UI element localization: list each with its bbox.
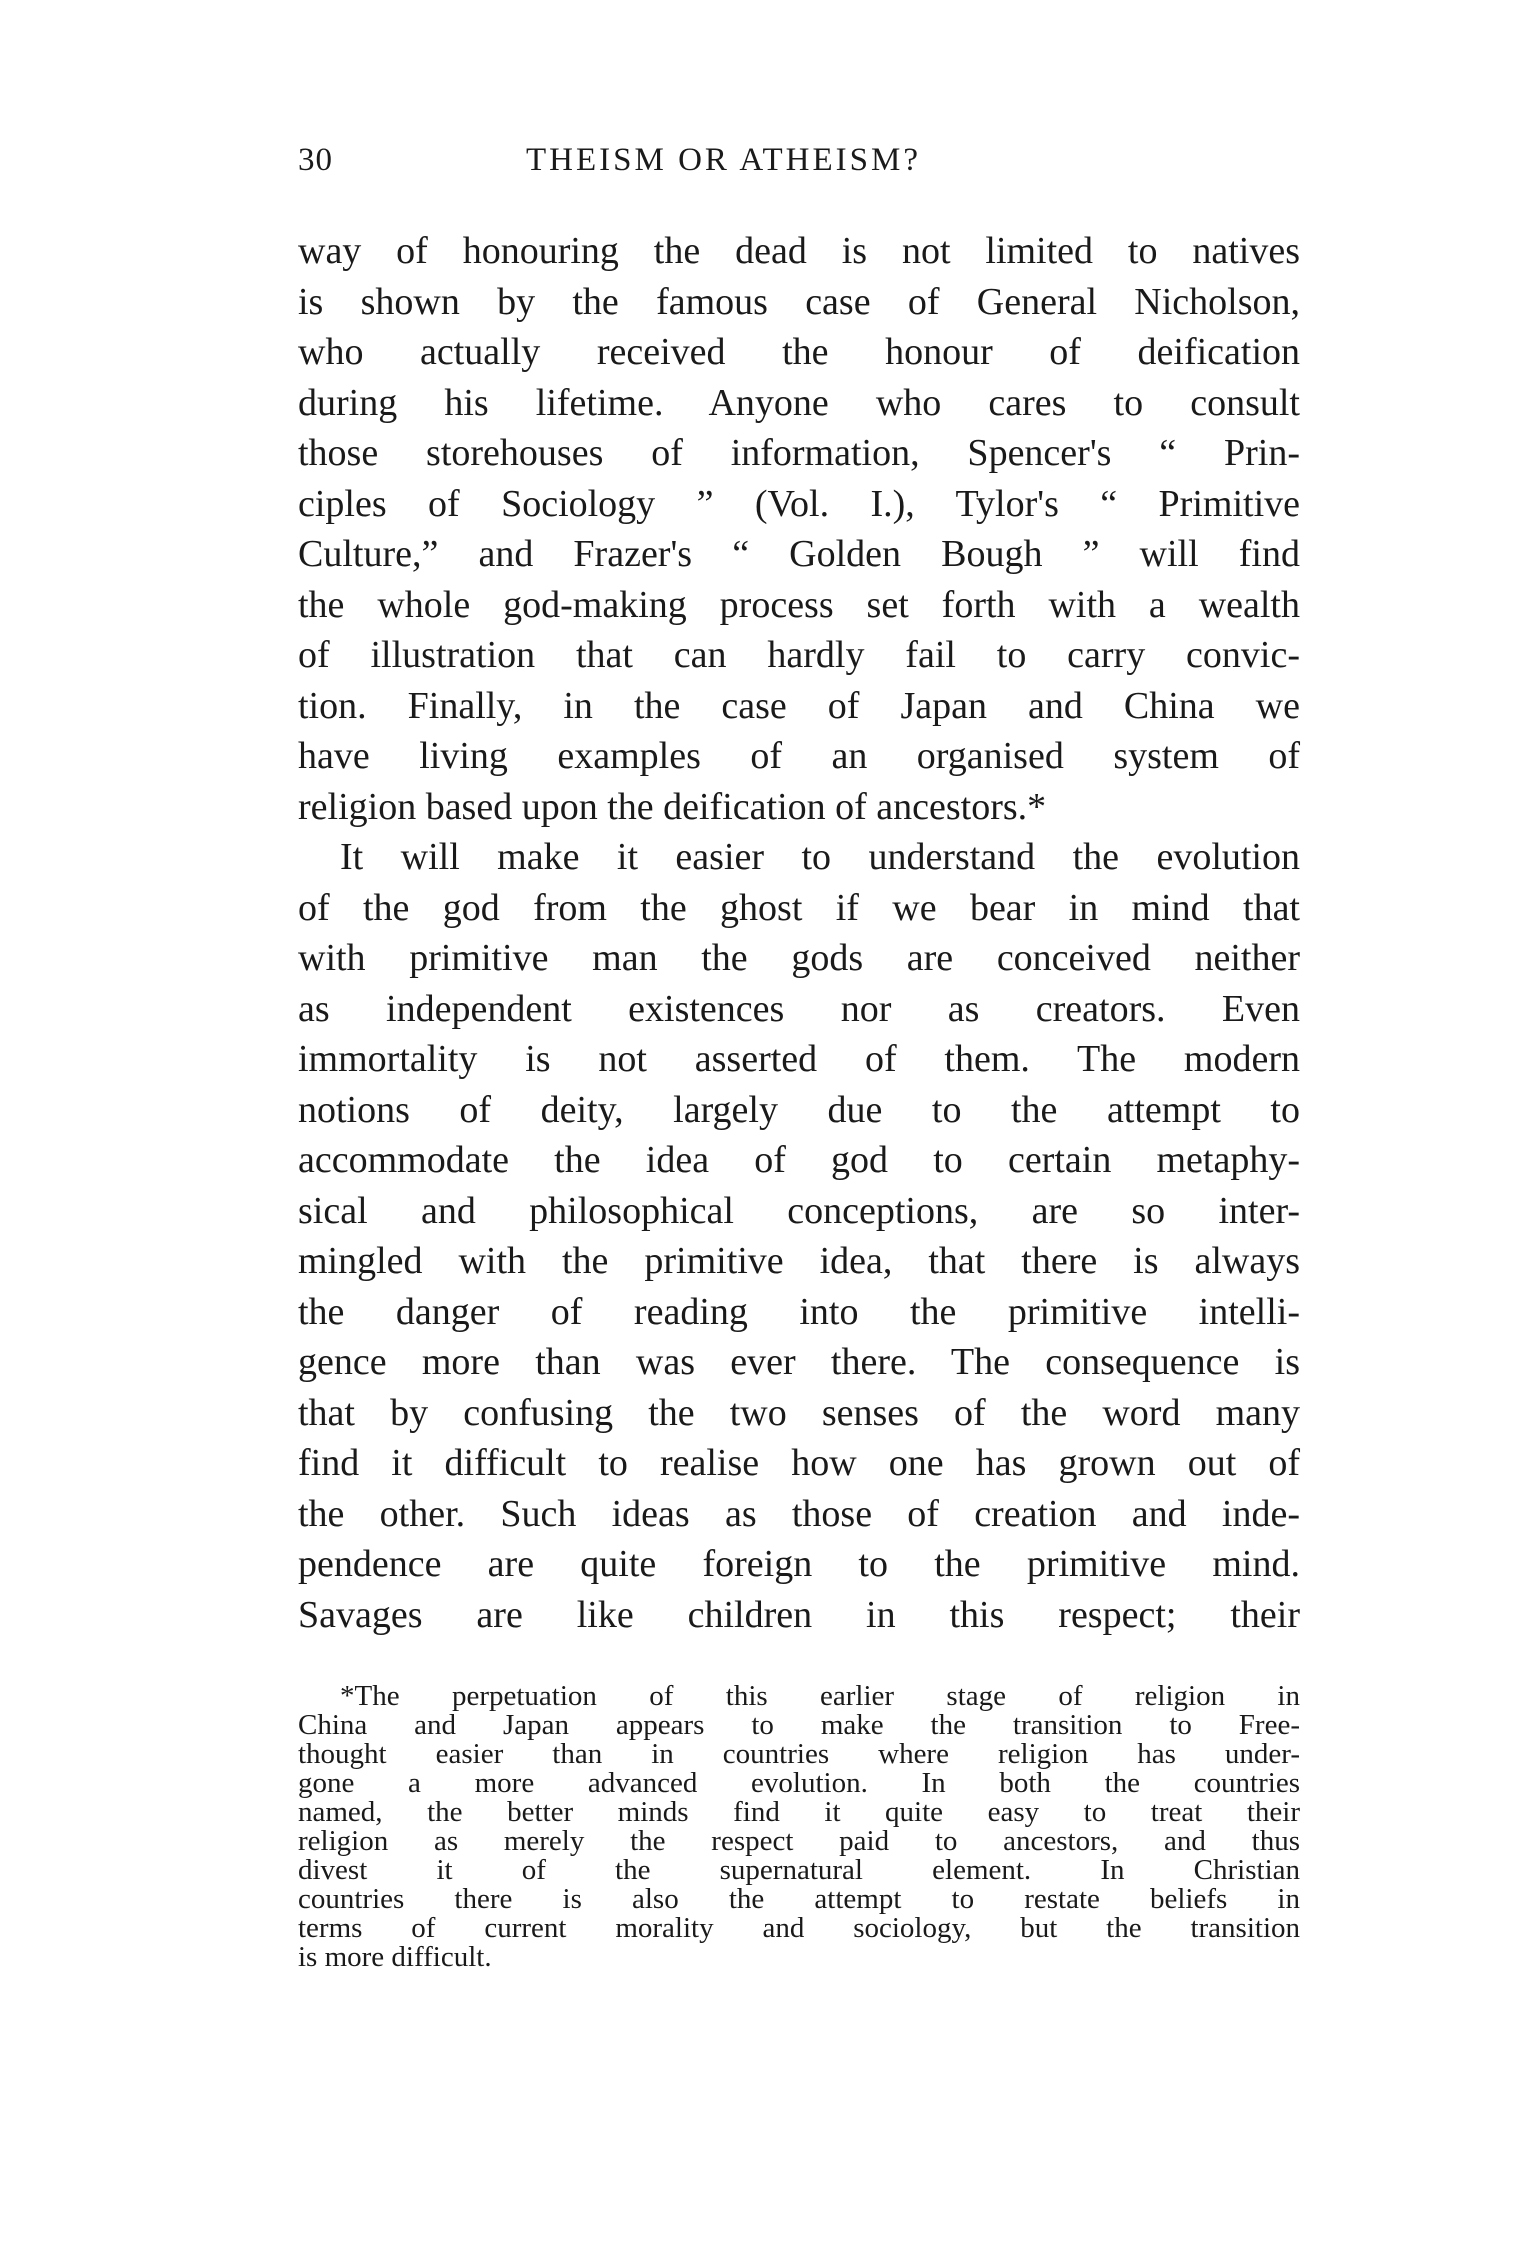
body-line: accommodate the idea of god to certain metaphy- <box>298 1139 1300 1181</box>
page-number: 30 <box>298 142 333 178</box>
body-line: the whole god-making process set forth with a wealth <box>298 583 1300 626</box>
body-line: the other. Such ideas as those of creation and inde- <box>298 1492 1300 1535</box>
body-line: pendence are quite foreign to the primitive mind. <box>298 1543 1300 1585</box>
body-line: Culture,” and Frazer's “ Golden Bough ” will find <box>298 533 1300 575</box>
body-line: immortality is not asserted of them. The modern <box>298 1038 1300 1080</box>
footnote-line: religion as merely the respect paid to ancestors, and thus <box>298 1825 1300 1857</box>
footnote-line: named, the better minds find it quite easy to treat their <box>298 1796 1300 1828</box>
body-line: as independent existences nor as creators. Even <box>298 987 1300 1030</box>
body-line: find it difficult to realise how one has grown out of <box>298 1442 1300 1484</box>
body-line: who actually received the honour of deification <box>298 331 1300 373</box>
footnote-line: *The perpetuation of this earlier stage of religion in <box>340 1680 1300 1712</box>
footnote-line: is more difficult. <box>298 1941 492 1973</box>
body-line: Savages are like children in this respect; their <box>298 1593 1300 1636</box>
body-line: those storehouses of information, Spencer's “ Prin- <box>298 432 1300 474</box>
footnote-line: China and Japan appears to make the transition to Free- <box>298 1709 1300 1741</box>
footnote-line: divest it of the supernatural element. In Christian <box>298 1854 1300 1886</box>
body-line: have living examples of an organised system of <box>298 735 1300 777</box>
body-line: way of honouring the dead is not limited to natives <box>298 230 1300 272</box>
body-line: ciples of Sociology ” (Vol. I.), Tylor's “ Primitive <box>298 482 1300 525</box>
running-head <box>298 142 1298 192</box>
footnote-line: terms of current morality and sociology, but the transition <box>298 1912 1300 1944</box>
body-line: the danger of reading into the primitive intelli- <box>298 1290 1300 1333</box>
body-text <box>298 226 1300 1640</box>
body-line: is shown by the famous case of General Nicholson, <box>298 280 1300 323</box>
body-line: tion. Finally, in the case of Japan and China we <box>298 684 1300 727</box>
body-line: with primitive man the gods are conceived neither <box>298 937 1300 979</box>
body-line: mingled with the primitive idea, that there is always <box>298 1240 1300 1282</box>
paragraph-start-line: It will make it easier to understand the evolution <box>340 836 1300 878</box>
body-line: religion based upon the deification of ancestors.* <box>298 785 1047 828</box>
body-line: of illustration that can hardly fail to carry convic- <box>298 634 1300 676</box>
footnote-line: countries there is also the attempt to restate beliefs in <box>298 1883 1300 1915</box>
footnote <box>298 1682 1300 1972</box>
body-line: notions of deity, largely due to the attempt to <box>298 1088 1300 1131</box>
body-line: during his lifetime. Anyone who cares to consult <box>298 381 1300 424</box>
footnote-line: gone a more advanced evolution. In both the countries <box>298 1767 1300 1799</box>
body-line: of the god from the ghost if we bear in mind that <box>298 886 1300 929</box>
body-line: that by confusing the two senses of the word many <box>298 1391 1300 1434</box>
running-title: THEISM OR ATHEISM? <box>526 142 922 178</box>
body-line: sical and philosophical conceptions, are so inter- <box>298 1189 1300 1232</box>
footnote-line: thought easier than in countries where religion has under- <box>298 1738 1300 1770</box>
body-line: gence more than was ever there. The consequence is <box>298 1341 1300 1383</box>
